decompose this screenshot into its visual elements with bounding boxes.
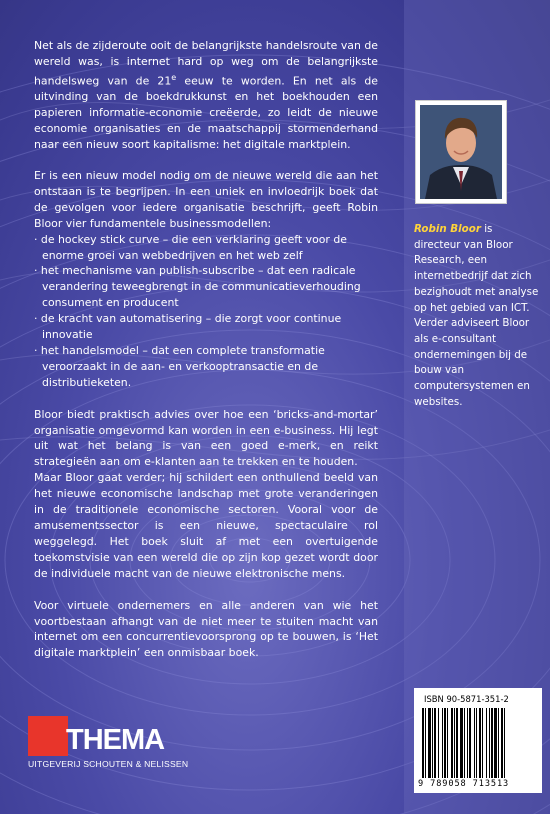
barcode-stripe	[442, 708, 443, 778]
barcode-stripe	[479, 708, 481, 778]
barcode-stripe	[467, 708, 468, 778]
blurb-text	[34, 38, 378, 661]
barcode-stripe	[494, 708, 497, 778]
barcode-stripe	[460, 708, 463, 778]
list-item: · de kracht van automatisering – die zorgt voor continue innovatie	[34, 312, 342, 342]
barcode-stripe	[464, 708, 465, 778]
barcode-stripe	[456, 708, 458, 778]
barcode-stripe	[428, 708, 431, 778]
barcode-stripe	[489, 708, 490, 778]
barcode-stripe	[482, 708, 483, 778]
portrait-illustration	[420, 105, 502, 199]
barcode-stripe	[504, 708, 505, 778]
paragraph-landscape: Maar Bloor gaat verder; hij schildert een onthullend beeld van het nieuwe economische landschap met grote veranderingen in de traditionele economische sectoren. Vooral voor de amusementssector is een nieuwe, spectaculaire rol weggelegd. Het boek sluit af met een overtuigende toekomstvisie van een wereld die op zijn kop gezet wordt door de individuele macht van de nieuwe elektronische mens.	[34, 471, 378, 580]
barcode-stripe	[476, 708, 477, 778]
publisher-logo	[28, 716, 208, 776]
ean-number: 9 789058 713513	[418, 779, 510, 789]
barcode-stripe	[454, 708, 455, 778]
paragraph-intro-part1: Net als de zijderoute ooit de belangrijkste handelsroute van de wereld was, is internet hard op weg om de belangrijkste handelsweg van de 21	[34, 39, 378, 88]
author-bio	[414, 222, 542, 410]
author-name: Robin Bloor	[414, 223, 481, 235]
barcode-stripe	[425, 708, 426, 778]
barcode-stripe	[486, 708, 487, 778]
barcode-image	[422, 708, 534, 778]
author-portrait	[420, 105, 502, 199]
paragraph-closing: Voor virtuele ondernemers en alle anderen van wie het voortbestaan afhangt van de niet meer te stuiten macht van internet om een concurrentievoorsprong op te bouwen, is ‘Het digitale marktplein’ een onmisbaar boek.	[34, 598, 378, 660]
paragraph-intro-part2: eeuw te worden. En net als de uitvinding van de boekdrukkunst en het boekhouden een papieren informatie-economie creëerde, zo leidt de nieuwe economie organisaties en de maatschappij stormenderhand naar een nieuw soort kapitalisme: het digitale marktplein.	[34, 74, 378, 152]
barcode-stripe	[451, 708, 453, 778]
barcode-stripe	[434, 708, 436, 778]
barcode-stripe	[447, 708, 448, 778]
barcode-stripe	[438, 708, 439, 778]
barcode-block	[414, 688, 542, 793]
barcode-stripe	[501, 708, 503, 778]
list-item: · de hockey stick curve – die een verklaring geeft voor de enorme groei van webbedrijven en het web zelf	[34, 232, 347, 262]
publisher-subline: UITGEVERIJ SCHOUTEN & NELISSEN	[28, 759, 189, 769]
list-item: · het handelsmodel – dat een complete transformatie veroorzaakt in de aan- en verkooptransactie en de distributieketen.	[34, 343, 325, 389]
author-photo	[415, 100, 507, 204]
isbn-label: ISBN 90-5871-351-2	[424, 694, 509, 704]
barcode-stripe	[422, 708, 424, 778]
logo-mark	[28, 716, 68, 756]
superscript: e	[171, 72, 177, 82]
author-bio-text: is directeur van Bloor Research, een internetbedrijf dat zich bezighoudt met analyse op het gebied van ICT. Verder adviseert Bloor als e-consultant ondernemingen bij de bouw van computersystemen en websites.	[414, 223, 539, 408]
paragraph-models: Er is een nieuw model nodig om de nieuwe wereld die aan het ontstaan is te begrijpen. In een uniek en invloedrijk boek dat de gevolgen voor iedere organisatie beschrijft, geeft Robin Bloor vier fundamentele businessmodellen:	[34, 168, 378, 230]
barcode-stripe	[432, 708, 433, 778]
barcode-stripe	[444, 708, 446, 778]
logo-wordmark: THEMA	[66, 724, 165, 756]
paragraph-advice: Bloor biedt praktisch advies over hoe een ‘bricks-and-mortar’ organisatie omgevormd kan worden in een e-business. Hij legt uit wat het belang is van een goed e-merk, en reikt strategieën aan om e-klanten aan te trekken en te houden.	[34, 407, 378, 469]
model-list	[34, 232, 378, 391]
barcode-stripe	[474, 708, 475, 778]
list-item: · het mechanisme van publish-subscribe – dat een radicale verandering teweegbrengt in de communicatieverhouding consument en producent	[34, 264, 361, 310]
barcode-stripe	[491, 708, 493, 778]
barcode-stripe	[469, 708, 471, 778]
barcode-stripe	[498, 708, 499, 778]
paragraph-intro	[34, 38, 378, 153]
